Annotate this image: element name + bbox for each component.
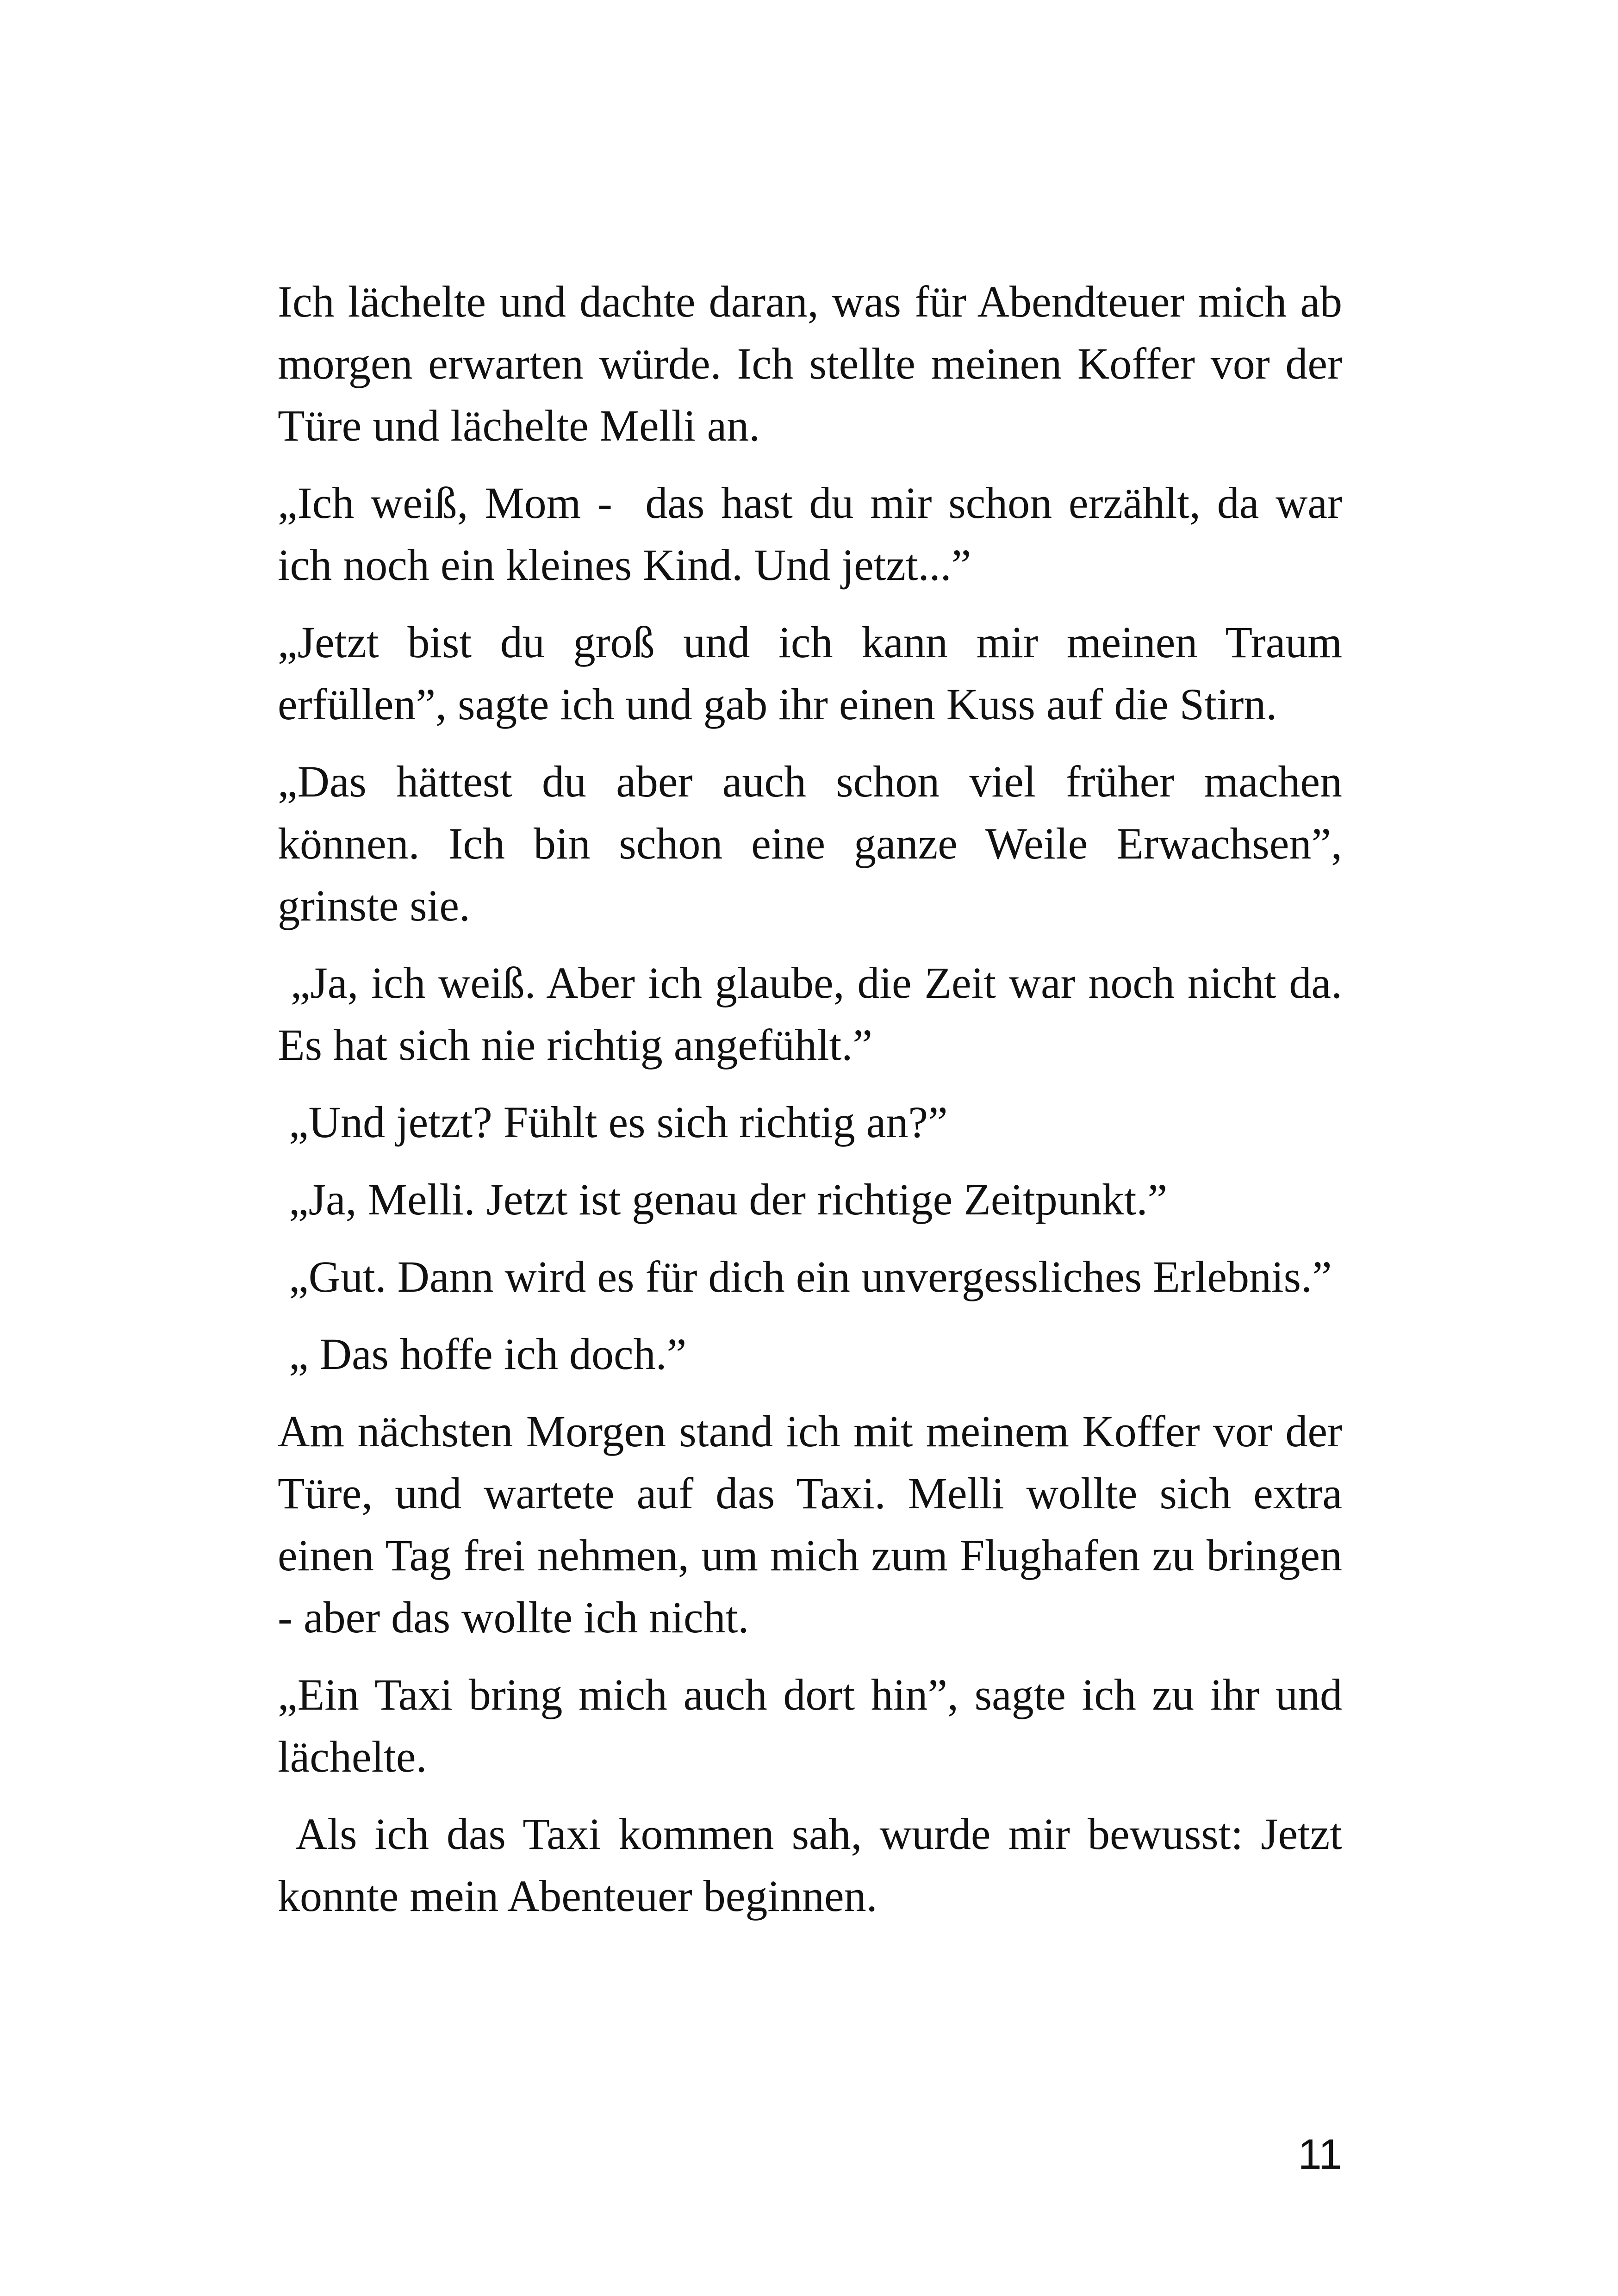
paragraph: Ich lächelte und dachte daran, was für Abendteuer mich ab morgen erwarten würde. Ich stellte meinen Koffer vor der Türe und lächelte Melli an. — [278, 277, 1353, 450]
body-text — [278, 271, 1354, 1942]
paragraph: „Gut. Dann wird es für dich ein unvergessliches Erlebnis.” — [278, 1252, 1332, 1301]
paragraph: „Ja, Melli. Jetzt ist genau der richtige Zeitpunkt.” — [278, 1175, 1168, 1224]
paragraph: „ Das hoffe ich doch.” — [278, 1329, 687, 1379]
paragraph: „Jetzt bist du groß und ich kann mir meinen Traum erfüllen”, sagte ich und gab ihr einen Kuss auf die Stirn. — [278, 617, 1353, 729]
paragraph: „Ja, ich weiß. Aber ich glaube, die Zeit war noch nicht da. Es hat sich nie richtig angefühlt.” — [278, 958, 1354, 1070]
paragraph: Als ich das Taxi kommen sah, wurde mir bewusst: Jetzt konnte mein Abenteuer beginnen. — [278, 1809, 1354, 1921]
paragraph: „Ein Taxi bring mich auch dort hin”, sagte ich zu ihr und lächelte. — [278, 1670, 1353, 1781]
paragraph: „Und jetzt? Fühlt es sich richtig an?” — [278, 1097, 948, 1147]
page-number: 11 — [1298, 2131, 1342, 2178]
paragraph: „Das hättest du aber auch schon viel früher machen können. Ich bin schon eine ganze Weile Erwachsen”, grinste sie. — [278, 757, 1353, 930]
paragraph: Am nächsten Morgen stand ich mit meinem Koffer vor der Türe, und wartete auf das Taxi. Melli wollte sich extra einen Tag frei nehmen, um mich zum Flughafen zu bringen - aber das wollte ich nicht. — [278, 1406, 1353, 1642]
paragraph: „Ich weiß, Mom - das hast du mir schon erzählt, da war ich noch ein kleines Kind. Und jetzt...” — [278, 478, 1353, 590]
